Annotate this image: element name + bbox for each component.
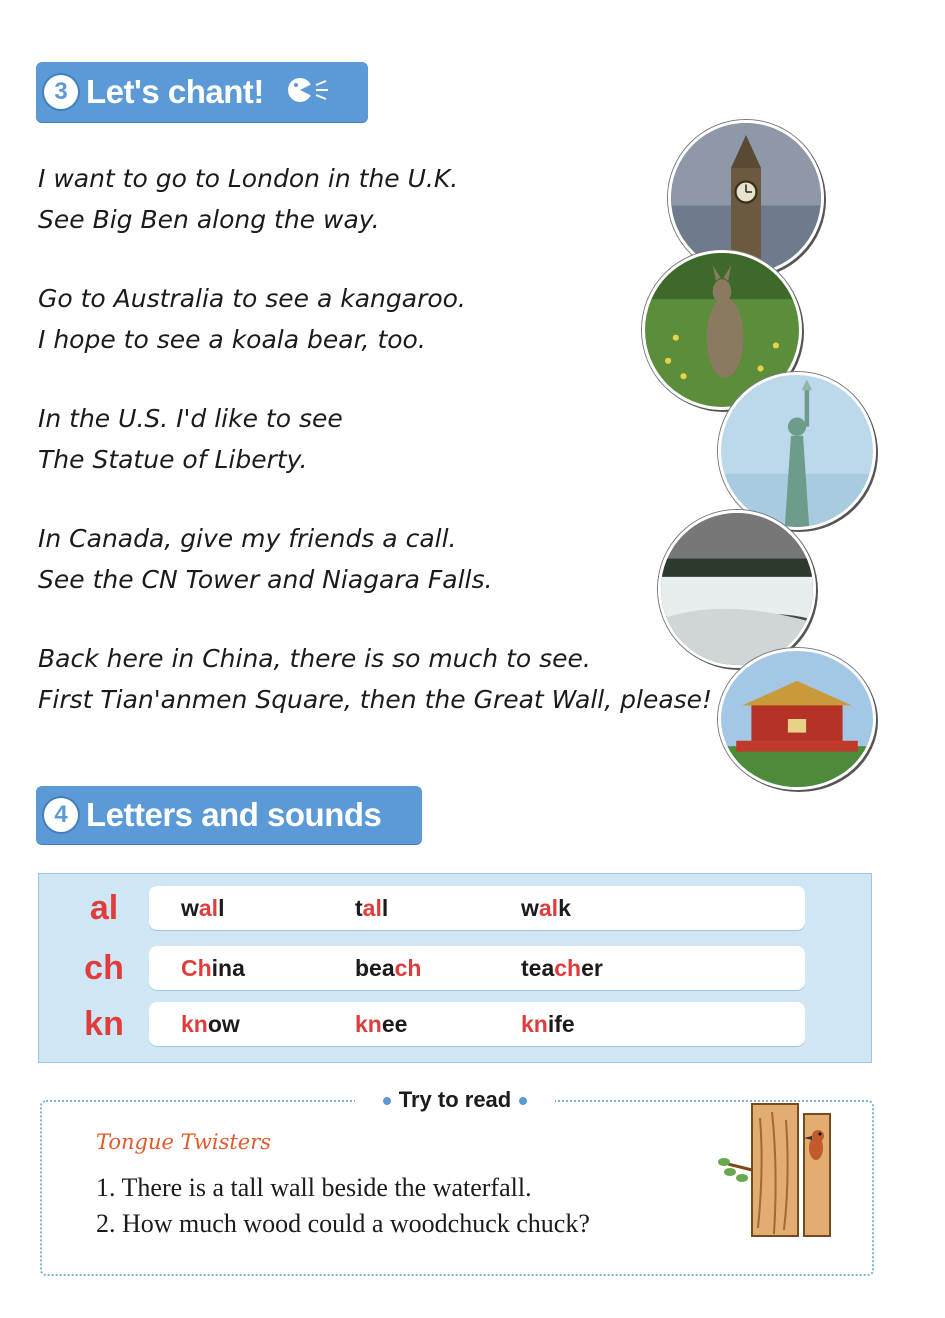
word-strip <box>149 1002 805 1046</box>
letter-row <box>39 946 871 990</box>
chant-line: See Big Ben along the way. <box>38 205 380 234</box>
tiananmen-photo <box>718 648 876 790</box>
example-word: teacher <box>521 955 603 981</box>
section-title: Let's chant! <box>86 73 264 110</box>
example-word: walk <box>521 895 571 921</box>
woodpecker-tree-illustration <box>712 1098 862 1238</box>
chant-line: I hope to see a koala bear, too. <box>38 325 426 354</box>
example-word: wall <box>181 895 225 921</box>
tongue-twisters-title: Tongue Twisters <box>96 1130 272 1154</box>
tongue-twister-item: 2. How much wood could a woodchuck chuck? <box>96 1209 590 1238</box>
example-word: knee <box>355 1011 408 1037</box>
chant-stanza <box>38 638 718 720</box>
try-to-read-label: Try to read <box>355 1086 555 1114</box>
bullet-dot-icon <box>383 1097 391 1105</box>
letter-key: kn <box>84 1005 124 1043</box>
chant-line: Back here in China, there is so much to see. <box>38 644 591 673</box>
big-ben-photo <box>668 120 824 276</box>
chant-line: In Canada, give my friends a call. <box>38 524 457 553</box>
tongue-twister-item: 1. There is a tall wall beside the waterfall. <box>96 1173 532 1202</box>
niagara-falls-photo <box>658 510 816 668</box>
example-word: tall <box>355 895 389 921</box>
word-strip <box>149 886 805 930</box>
letter-row <box>39 886 871 930</box>
example-word: knife <box>521 1011 575 1037</box>
letter-key: ch <box>84 949 124 987</box>
letter-key: al <box>89 889 119 927</box>
chant-line: The Statue of Liberty. <box>38 445 308 474</box>
bullet-dot-icon <box>519 1097 527 1105</box>
section-header-letters-and-sounds <box>36 786 422 844</box>
chant-stanza <box>38 518 718 600</box>
chant-line: In the U.S. I'd like to see <box>38 404 343 433</box>
letters-sounds-panel <box>38 873 872 1063</box>
section-number-badge: 4 <box>44 798 78 832</box>
chant-line: First Tian'anmen Square, then the Great Wall, please! <box>38 685 713 714</box>
statue-of-liberty-photo <box>718 372 876 530</box>
tongue-twister-list <box>96 1170 590 1242</box>
section-number-badge: 3 <box>44 75 78 109</box>
chant-stanza <box>38 158 718 240</box>
speaking-face-icon <box>286 75 330 109</box>
chant-line: See the CN Tower and Niagara Falls. <box>38 565 493 594</box>
letter-row <box>39 1002 871 1046</box>
word-strip <box>149 946 805 990</box>
section-header-lets-chant <box>36 62 368 122</box>
example-word: China <box>181 955 245 981</box>
example-word: beach <box>355 955 422 981</box>
chant-text <box>38 158 718 758</box>
chant-line: Go to Australia to see a kangaroo. <box>38 284 466 313</box>
chant-stanza <box>38 398 718 480</box>
chant-stanza <box>38 278 718 360</box>
section-title: Letters and sounds <box>86 796 382 833</box>
example-word: know <box>181 1011 240 1037</box>
chant-line: I want to go to London in the U.K. <box>38 164 459 193</box>
